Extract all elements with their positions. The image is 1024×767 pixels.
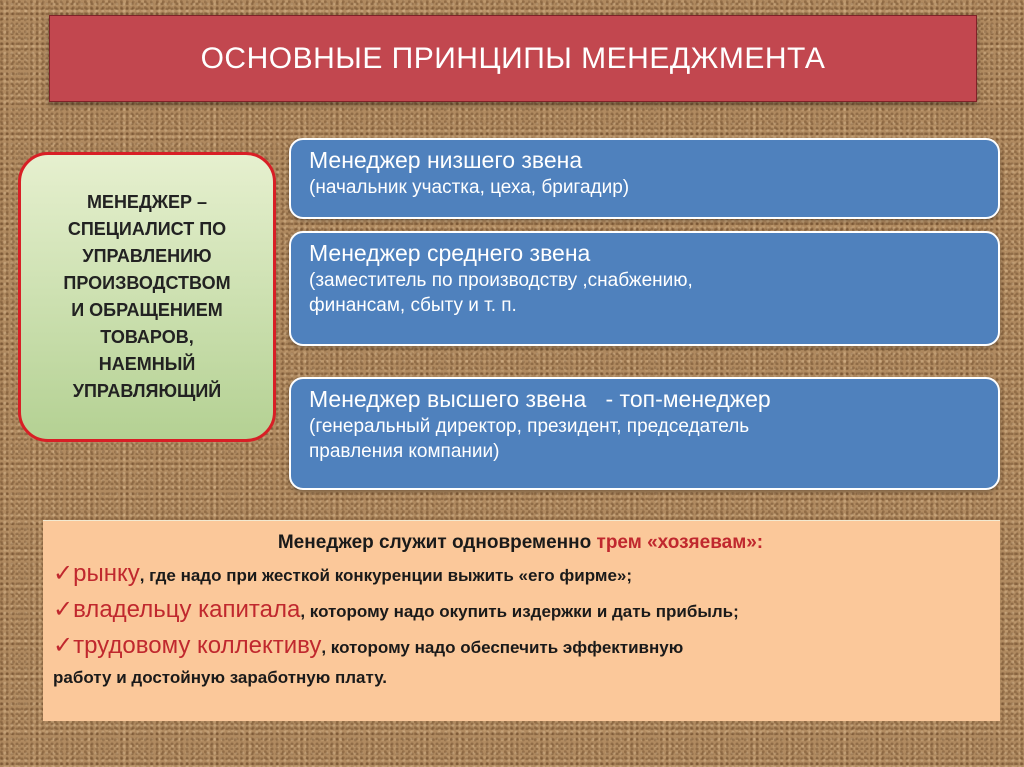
master-desc-market: , где надо при жесткой конкуренции выжить «его фирме»; xyxy=(139,566,633,585)
slide-title xyxy=(49,15,977,102)
master-desc-workforce: , которому надо обеспечить эффективную xyxy=(321,638,684,657)
manager-definition-text: МЕНЕДЖЕР – СПЕЦИАЛИСТ ПО УПРАВЛЕНИЮ ПРОИЗВОДСТВОМ И ОБРАЩЕНИЕМ ТОВАРОВ, НАЕМНЫЙ УПРАВЛЯЮЩИЙ xyxy=(63,192,231,401)
intro-accent-text: трем «хозяевам»: xyxy=(596,532,764,553)
level-top-examples: (генеральный директор, президент, председатель правления компании) xyxy=(309,416,750,462)
level-middle-title: Менеджер среднего звена xyxy=(309,240,591,266)
level-middle-examples: (заместитель по производству ,снабжению, финансам, сбыту и т. п. xyxy=(309,270,693,316)
master-key-owner: владельцу капитала xyxy=(73,596,301,623)
level-lower-box xyxy=(289,138,1000,219)
master-item-workforce xyxy=(53,629,988,665)
master-item-market xyxy=(53,557,988,593)
master-item-owner xyxy=(53,593,988,629)
three-masters-box xyxy=(43,520,1000,721)
level-top-box xyxy=(289,377,1000,490)
level-lower-examples: (начальник участка, цеха, бригадир) xyxy=(309,177,630,198)
master-workforce-continuation: работу и достойную заработную плату. xyxy=(53,668,387,687)
slide-title-text: ОСНОВНЫЕ ПРИНЦИПЫ МЕНЕДЖМЕНТА xyxy=(200,41,826,75)
level-lower-title: Менеджер низшего звена xyxy=(309,147,583,173)
master-key-market: рынку xyxy=(73,560,140,587)
checkmark-icon: ✓ xyxy=(53,560,74,587)
level-middle-box xyxy=(289,231,1000,346)
checkmark-icon: ✓ xyxy=(53,596,74,623)
three-masters-intro xyxy=(53,529,988,557)
master-key-workforce: трудовому коллективу xyxy=(73,632,322,659)
checkmark-icon: ✓ xyxy=(53,632,74,659)
manager-definition-box xyxy=(18,152,276,442)
master-desc-owner: , которому надо окупить издержки и дать прибыль; xyxy=(300,602,739,621)
intro-text: Менеджер служит одновременно xyxy=(277,532,597,553)
level-top-title: Менеджер высшего звена - топ-менеджер xyxy=(309,386,771,412)
